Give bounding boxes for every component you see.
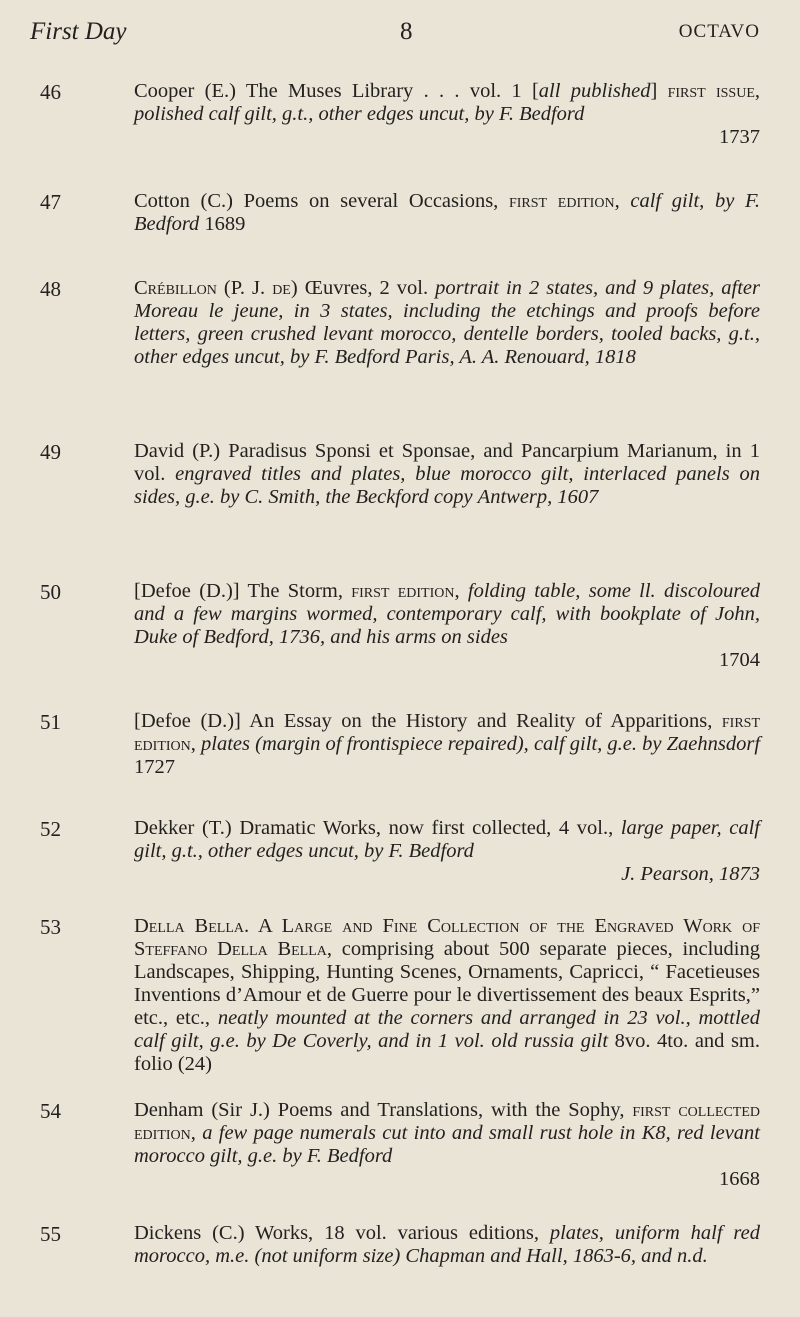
description-text: Paris, A. A. Renouard, 1818 [405, 346, 636, 368]
description-text: , comprising about 500 separate pieces, including Landscapes, Shipping, Hunting Scenes, Ornaments, Capricci, “ Facetieuses Inventions d’Amour et de Guerre pour le divertissement des beaux Esprits,” etc., etc., [134, 938, 760, 1029]
lot-description [134, 817, 760, 886]
description-text: Dickens (C.) Works, 18 vol. various editions, [134, 1222, 550, 1244]
lot-number: 49 [40, 440, 61, 464]
description-text: first edition [134, 710, 760, 755]
description-text: 1689 [199, 213, 246, 235]
description-text: large paper, calf gilt, g.t., other edges uncut, by F. Bedford [134, 817, 760, 862]
section-heading: OCTAVO [678, 21, 760, 42]
lot-number: 53 [40, 915, 61, 939]
description-text: a few page numerals cut into and small rust hole in K8, red levant morocco gilt, g.e. by F. Bedford [134, 1122, 761, 1167]
lot-number: 55 [40, 1222, 61, 1246]
description-text: 8vo. 4to. and sm. folio (24) [134, 1030, 760, 1075]
description-text: first edition [351, 580, 455, 602]
description-text: David (P.) Paradisus Sponsi et Sponsae, and Pancarpium Marianum, in 1 vol. [134, 440, 760, 485]
description-text: polished calf gilt, g.t., other edges uncut, by F. Bedford [134, 103, 585, 125]
lot-number: 51 [40, 710, 61, 734]
description-text: Denham (Sir J.) Poems and Translations, with the Sophy, [134, 1099, 633, 1121]
description-text: ) Œuvres, 2 vol. [290, 277, 436, 299]
description-text: portrait in 2 states, and 9 plates, after Moreau le jeune, in 3 states, including the etchings and proofs before letters, green crushed levant morocco, dentelle borders, tooled backs, g.t., other edges uncut, by F. Bedford [134, 277, 761, 368]
lot-number: 47 [40, 190, 61, 214]
page-number: 8 [400, 18, 413, 45]
lot-date: 1737 [719, 126, 760, 148]
lot-description [134, 277, 760, 369]
description-text: [Defoe (D.)] The Storm, [134, 580, 352, 602]
lot-description [134, 190, 760, 236]
description-text: , [754, 80, 761, 102]
lot-number: 48 [40, 277, 61, 301]
description-text: ] [650, 80, 668, 102]
lot-date: J. Pearson, 1873 [621, 863, 760, 885]
description-text: first edition [508, 190, 615, 212]
description-text: , [614, 190, 631, 212]
description-text: Antwerp, 1607 [477, 486, 599, 508]
description-text: calf gilt, by F. Bedford [134, 190, 760, 235]
lot-number: 52 [40, 817, 61, 841]
description-text: folding table, some ll. discoloured and a few margins wormed, contemporary calf, with bookplate of John, Duke of Bedford, 1736, and his arms on sides [134, 580, 761, 648]
lot-description [134, 580, 760, 672]
description-text: neatly mounted at the corners and arranged in 23 vol., mottled calf gilt, g.e. by De Coverly, and in 1 vol. old russia gilt [134, 1007, 760, 1052]
description-text: plates, uniform half red morocco, m.e. (not uniform size) Chapman and Hall, 1863-6, and n.d. [134, 1222, 760, 1267]
description-text: (P. J. [216, 277, 273, 299]
lot-number: 46 [40, 80, 61, 104]
description-text: , [454, 580, 468, 602]
lot-number: 50 [40, 580, 61, 604]
lot-description [134, 915, 760, 1076]
lot-date: 1668 [719, 1168, 760, 1190]
description-text: [Defoe (D.)] An Essay on the History and Reality of Apparitions, [134, 710, 722, 732]
lot-description [134, 710, 760, 779]
description-text: first issue [667, 80, 755, 102]
lot-date: 1704 [719, 649, 760, 671]
lot-number: 54 [40, 1099, 61, 1123]
description-text: Dekker (T.) Dramatic Works, now first collected, 4 vol., [134, 817, 621, 839]
description-text: engraved titles and plates, blue morocco gilt, interlaced panels on sides, g.e. by C. Smith, the Beckford copy [134, 463, 760, 508]
description-text: Crébillon [134, 277, 217, 299]
lot-description [134, 1222, 760, 1268]
page-header [0, 18, 800, 48]
lot-description [134, 440, 760, 509]
description-text: , [190, 1122, 203, 1144]
lot-description [134, 80, 760, 149]
description-text: all published [538, 80, 651, 102]
description-text: Cooper (E.) The Muses Library . . . vol. 1 [ [134, 80, 539, 102]
description-text: plates (margin of frontispiece repaired), calf gilt, g.e. by Zaehnsdorf [201, 733, 761, 755]
day-heading: First Day [30, 18, 127, 45]
description-text: Della Bella. A Large and Fine Collection of the Engraved Work of Steffano Della Bella [134, 915, 760, 960]
description-text: Cotton (C.) Poems on several Occasions, [134, 190, 509, 212]
description-text: 1727 [134, 756, 175, 778]
description-text: , [190, 733, 202, 755]
description-text: de [272, 277, 291, 299]
description-text: first collected edition [134, 1099, 760, 1144]
lot-description [134, 1099, 760, 1191]
